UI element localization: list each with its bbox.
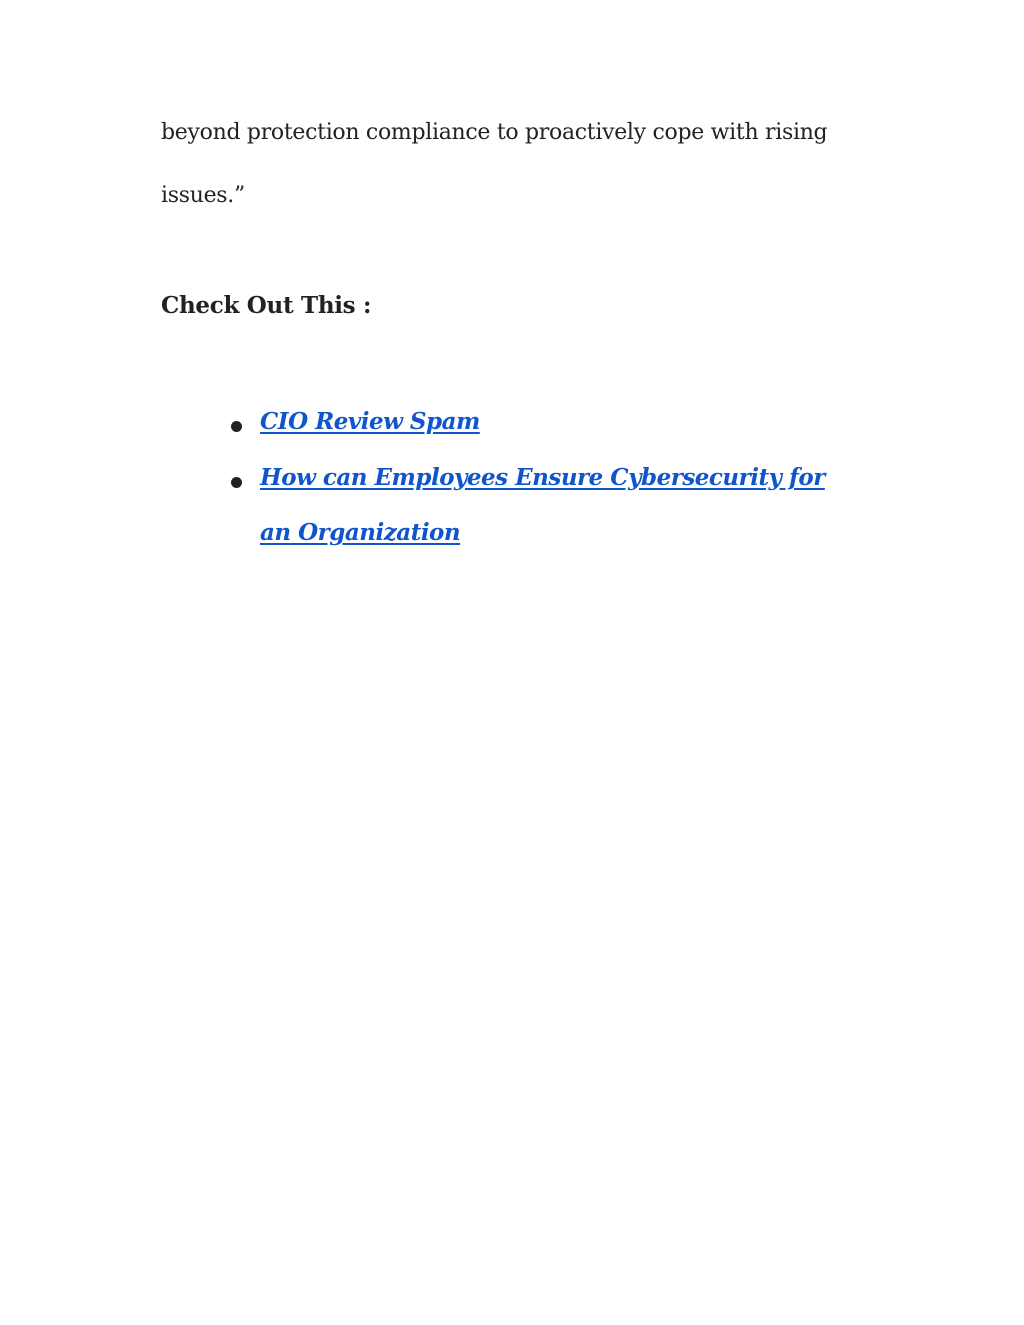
link-cio-review-spam[interactable]: CIO Review Spam xyxy=(260,408,480,435)
paragraph-line-1: beyond protection compliance to proactively cope with rising xyxy=(161,120,828,145)
bullet-icon xyxy=(231,477,242,488)
link-employees-cybersecurity[interactable]: How can Employees Ensure Cybersecurity for xyxy=(260,464,825,491)
section-heading: Check Out This : xyxy=(161,292,372,319)
paragraph-line-2: issues.” xyxy=(161,183,245,208)
bullet-icon xyxy=(231,421,242,432)
link-employees-cybersecurity-continued[interactable]: an Organization xyxy=(260,519,461,546)
